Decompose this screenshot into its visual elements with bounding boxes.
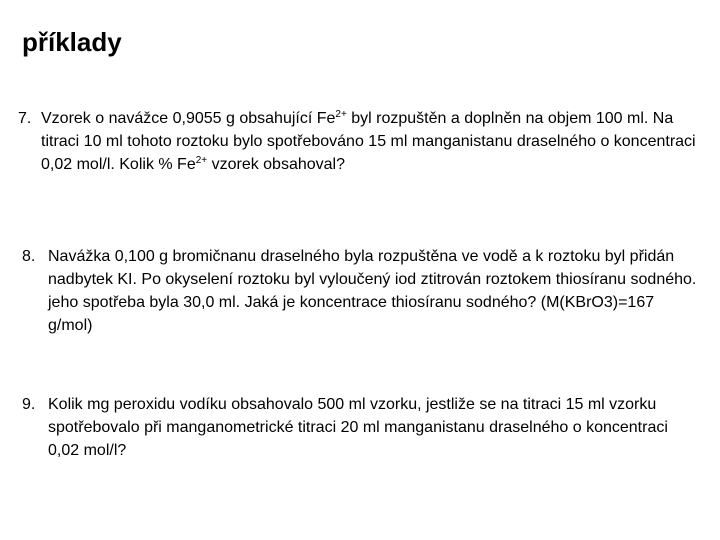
problem-text — [41, 107, 704, 176]
problem-number: 7. — [18, 110, 32, 127]
problem-7 — [18, 107, 704, 176]
problem-text: Kolik mg peroxidu vodíku obsahovalo 500 ml vzorku, jestliže se na titraci 15 ml vzorku spotřebovalo při manganometrické titraci 20 ml manganistanu draselného o koncentraci 0,02 mol/l? — [48, 396, 668, 459]
problem-8 — [22, 245, 702, 337]
charge-superscript: 2+ — [335, 109, 347, 120]
problem-number: 8. — [22, 248, 36, 265]
page-title: příklady — [22, 27, 122, 57]
problem-number: 9. — [22, 396, 36, 413]
problem-text-part: Vzorek o navážce 0,9055 g obsahující Fe — [41, 110, 336, 127]
problem-text-part: vzorek obsahoval? — [207, 156, 345, 173]
problem-text-part: byl rozpuštěn a doplněn na objem 100 ml. Na titraci 10 ml tohoto roztoku bylo spotřebováno 15 ml manganistanu draselného o koncentraci 0,02 mol/l. Kolik % Fe — [41, 110, 696, 173]
problem-text: Navážka 0,100 g bromičnanu draselného byla rozpuštěna ve vodě a k roztoku byl přidán nadbytek KI. Po okyselení roztoku byl vyloučený iod ztitrován roztokem thiosíranu sodného. jeho spotřeba byla 30,0 ml. Jaká je koncentrace thiosíranu sodného? (M(KBrO3)=167 g/mol) — [48, 248, 697, 334]
problem-9 — [22, 393, 702, 462]
charge-superscript: 2+ — [195, 155, 208, 166]
